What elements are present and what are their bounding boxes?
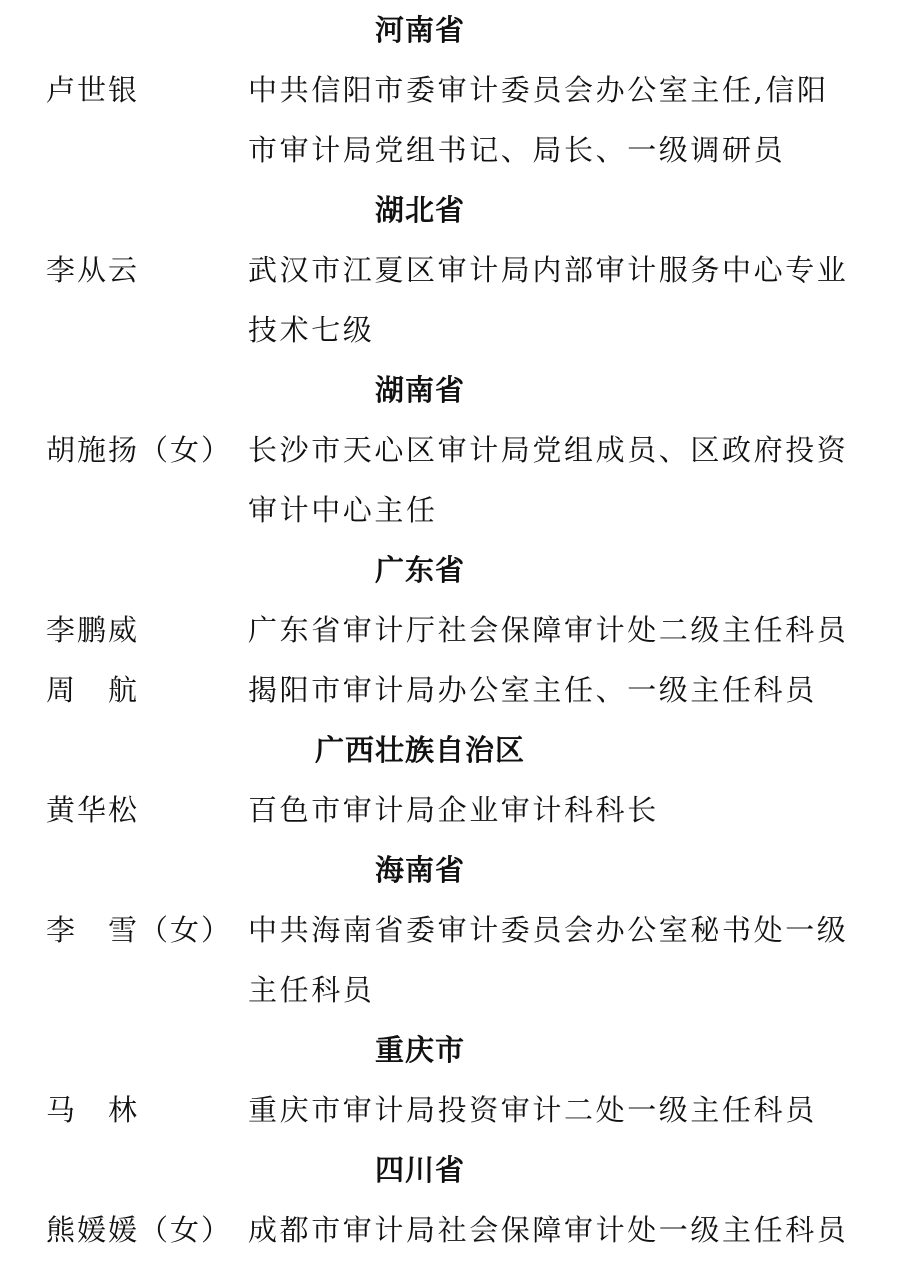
person-title: 揭阳市审计局办公室主任、一级主任科员 xyxy=(248,673,817,707)
person-title: 中共海南省委审计委员会办公室秘书处一级主任科员 xyxy=(248,913,849,1007)
province-heading: 四川省 xyxy=(374,1153,465,1187)
person-name: 马 林 xyxy=(46,1093,140,1127)
province-heading: 河南省 xyxy=(374,13,465,47)
person-title: 长沙市天心区审计局党组成员、区政府投资审计中心主任 xyxy=(248,433,849,527)
person-title: 重庆市审计局投资审计二处一级主任科员 xyxy=(248,1093,817,1127)
person-name: 周 航 xyxy=(46,673,140,707)
person-title: 中共信阳市委审计委员会办公室主任,信阳市审计局党组书记、局长、一级调研员 xyxy=(248,73,829,167)
person-name: 熊媛媛（女） xyxy=(46,1213,233,1247)
province-heading: 湖北省 xyxy=(374,193,465,227)
person-title: 武汉市江夏区审计局内部审计服务中心专业技术七级 xyxy=(248,253,849,347)
person-title: 成都市审计局社会保障审计处一级主任科员 xyxy=(248,1213,849,1247)
province-heading: 海南省 xyxy=(374,853,465,887)
person-title: 百色市审计局企业审计科科长 xyxy=(248,793,659,827)
person-name: 卢世银 xyxy=(46,73,140,107)
province-heading: 广东省 xyxy=(374,553,465,587)
province-heading: 湖南省 xyxy=(374,373,465,407)
province-heading: 重庆市 xyxy=(374,1033,465,1067)
province-heading: 广西壮族自治区 xyxy=(314,733,525,767)
person-name: 胡施扬（女） xyxy=(46,433,233,467)
person-name: 李从云 xyxy=(46,253,140,287)
person-title: 广东省审计厅社会保障审计处二级主任科员 xyxy=(248,613,849,647)
person-name: 李鹏威 xyxy=(46,613,140,647)
person-name: 李 雪（女） xyxy=(46,913,233,947)
person-name: 黄华松 xyxy=(46,793,140,827)
